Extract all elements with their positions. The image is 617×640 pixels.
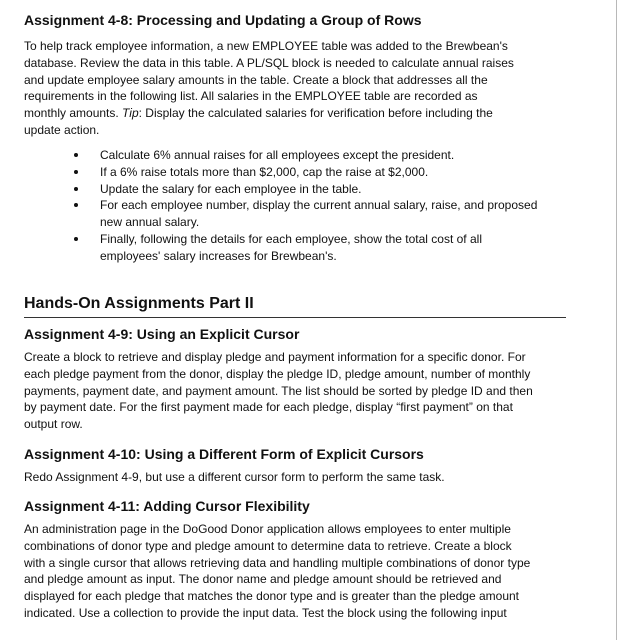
body-line: indicated. Use a collection to provide the input data. Test the block using the following input (24, 605, 507, 620)
body-line: displayed for each pledge that matches the donor type and is greater than the pledge amount (24, 589, 519, 604)
assignment-4-10-title: Assignment 4-10: Using a Different Form of Explicit Cursors (24, 446, 424, 462)
body-line: output row. (24, 417, 83, 432)
bullet-icon (74, 153, 78, 157)
list-item (74, 197, 574, 231)
body-line: To help track employee information, a new EMPLOYEE table was added to the Brewbean's (24, 39, 508, 53)
tip-label: Tip (122, 106, 139, 121)
assignment-4-11-body (24, 521, 572, 622)
list-item (74, 231, 574, 265)
list-item-text: employees' salary increases for Brewbean's. (100, 248, 337, 263)
bullet-icon (74, 170, 78, 174)
assignment-4-8-body (24, 38, 572, 139)
body-line-with-tip (24, 105, 572, 122)
body-line: database. Review the data in this table. A PL/SQL block is needed to calculate annual raises (24, 55, 514, 70)
list-item (74, 147, 574, 164)
body-line: An administration page in the DoGood Donor application allows employees to enter multiple (24, 522, 511, 536)
body-line: with a single cursor that allows retrieving data and handling multiple combinations of donor type (24, 555, 531, 570)
bullet-icon (74, 203, 78, 207)
assignment-4-9-body (24, 349, 572, 433)
section-divider (24, 317, 566, 318)
assignment-4-11-title: Assignment 4-11: Adding Cursor Flexibility (24, 498, 310, 514)
body-line: each pledge payment from the donor, display the pledge ID, pledge amount, number of monthly (24, 366, 531, 381)
list-item-text: Update the salary for each employee in the table. (100, 181, 362, 196)
body-line: update action. (24, 122, 100, 137)
body-line: by payment date. For the first payment made for each pledge, display “first payment” on that (24, 400, 513, 415)
body-text: monthly amounts. (24, 106, 123, 121)
bullet-icon (74, 187, 78, 191)
assignment-4-9-title: Assignment 4-9: Using an Explicit Cursor (24, 326, 300, 342)
list-item-text: Finally, following the details for each employee, show the total cost of all (100, 231, 482, 246)
requirements-list (74, 147, 574, 265)
body-line: combinations of donor type and pledge amount to determine data to retrieve. Create a block (24, 538, 512, 553)
list-item-text: Calculate 6% annual raises for all employees except the president. (100, 148, 455, 162)
assignment-4-8-title: Assignment 4-8: Processing and Updating a Group of Rows (24, 12, 422, 28)
body-line: requirements in the following list. All salaries in the EMPLOYEE table are recorded as (24, 89, 478, 104)
assignment-4-10-body (24, 469, 572, 486)
list-item (74, 181, 574, 198)
body-line: and pledge amount as input. The donor name and pledge amount should be retrieved and (24, 572, 502, 587)
body-line: Redo Assignment 4-9, but use a different cursor form to perform the same task. (24, 470, 445, 484)
body-line: payments, payment date, and payment amount. The list should be sorted by pledge ID and then (24, 383, 533, 398)
bullet-icon (74, 237, 78, 241)
list-item-text: For each employee number, display the current annual salary, raise, and proposed (100, 198, 538, 213)
body-line: and update employee salary amounts in the table. Create a block that addresses all the (24, 72, 488, 87)
body-line: Create a block to retrieve and display pledge and payment information for a specific donor. For (24, 350, 526, 364)
section-heading: Hands-On Assignments Part II (24, 295, 254, 312)
list-item-text: If a 6% raise totals more than $2,000, cap the raise at $2,000. (100, 164, 429, 179)
list-item (74, 164, 574, 181)
body-text: : Display the calculated salaries for verification before including the (138, 106, 493, 121)
list-item-text: new annual salary. (100, 215, 200, 230)
